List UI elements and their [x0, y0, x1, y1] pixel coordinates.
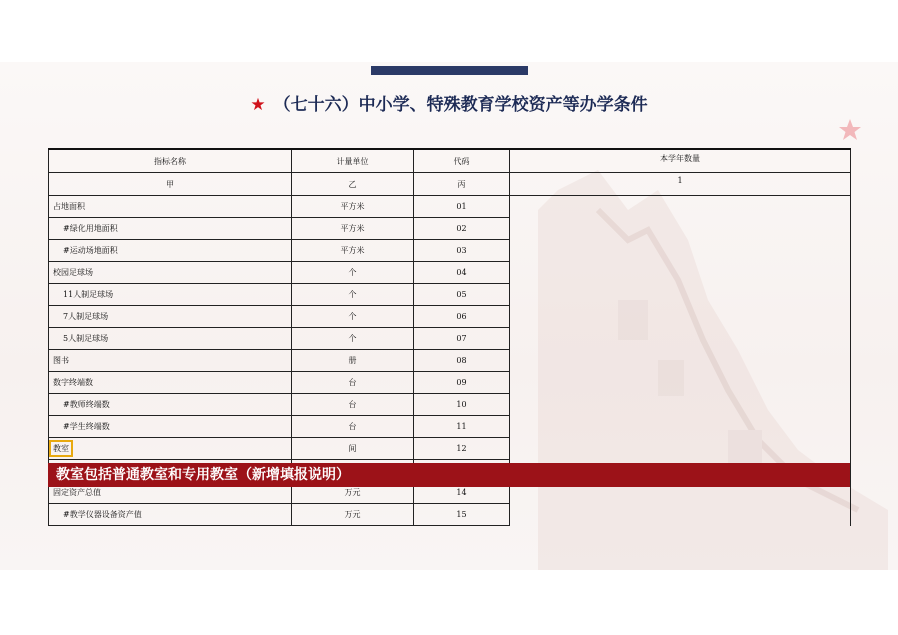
row-code: 06: [414, 306, 510, 328]
row-code: 09: [414, 372, 510, 394]
row-unit: 个: [292, 306, 414, 328]
row-unit: 个: [292, 284, 414, 306]
row-name: 数字终端数: [49, 372, 292, 394]
row-name: #学生终端数: [49, 416, 292, 438]
row-code: 07: [414, 328, 510, 350]
row-name: 占地面积: [49, 196, 292, 218]
row-name: 固定资产总值: [49, 482, 292, 504]
row-code: 04: [414, 262, 510, 284]
star-icon: ★: [250, 95, 266, 115]
row-unit: 万元: [292, 482, 414, 504]
subheader-col4: 1: [510, 173, 851, 196]
subheader-col2: 乙: [292, 173, 414, 196]
page-title-text: （七十六）中小学、特殊教育学校资产等办学条件: [273, 95, 648, 115]
row-unit: 个: [292, 262, 414, 284]
row-unit: 万元: [292, 504, 414, 526]
row-name: 图书: [49, 350, 292, 372]
row-code: 12: [414, 438, 510, 460]
header-code: 代码: [414, 149, 510, 173]
header-unit: 计量单位: [292, 149, 414, 173]
row-name: 7人制足球场: [49, 306, 292, 328]
row-unit: 间: [292, 438, 414, 460]
table-subheader-row: [49, 173, 851, 196]
subheader-col3: 丙: [414, 173, 510, 196]
row-code: 02: [414, 218, 510, 240]
row-code: 05: [414, 284, 510, 306]
row-code: 11: [414, 416, 510, 438]
row-code: 01: [414, 196, 510, 218]
row-name-highlighted: [49, 438, 292, 460]
highlighted-cell-label: 教室: [49, 440, 73, 457]
row-name: 11人制足球场: [49, 284, 292, 306]
table-header-row: [49, 149, 851, 173]
row-code: 14: [414, 482, 510, 504]
row-unit: 平方米: [292, 240, 414, 262]
row-name: 5人制足球场: [49, 328, 292, 350]
page-title: [0, 90, 898, 115]
row-code: 15: [414, 504, 510, 526]
table-row: [49, 196, 851, 218]
row-name: #教师终端数: [49, 394, 292, 416]
row-unit: 个: [292, 328, 414, 350]
row-unit: 台: [292, 416, 414, 438]
row-name: #绿化用地面积: [49, 218, 292, 240]
subheader-col1: 甲: [49, 173, 292, 196]
row-unit: 台: [292, 372, 414, 394]
row-name: 校园足球场: [49, 262, 292, 284]
annotation-banner: 教室包括普通教室和专用教室（新增填报说明）: [48, 463, 850, 487]
header-indicator-name: 指标名称: [49, 149, 292, 173]
row-name: #运动场地面积: [49, 240, 292, 262]
decorative-star-icon: [838, 118, 862, 142]
header-current-year-quantity: 本学年数量: [510, 149, 851, 173]
row-unit: 平方米: [292, 218, 414, 240]
row-unit: 册: [292, 350, 414, 372]
row-code: 08: [414, 350, 510, 372]
row-name: #教学仪器设备资产值: [49, 504, 292, 526]
row-code: 03: [414, 240, 510, 262]
row-unit: 台: [292, 394, 414, 416]
row-code: 10: [414, 394, 510, 416]
row-unit: 平方米: [292, 196, 414, 218]
title-accent-bar: [371, 66, 528, 75]
